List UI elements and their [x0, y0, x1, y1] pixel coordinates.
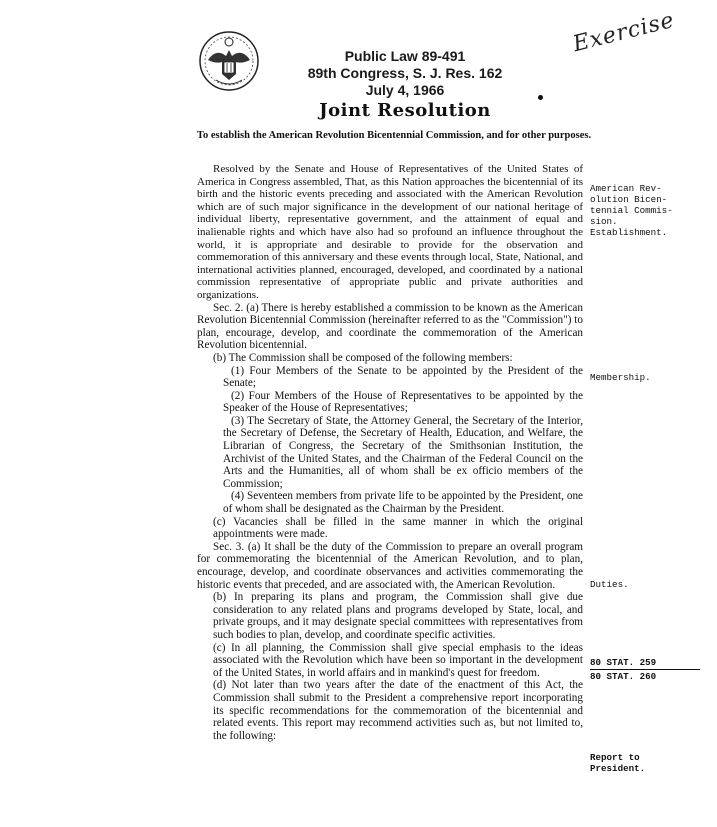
- section-2b-1: (1) Four Members of the Senate to be appointed by the President of the Senate;: [223, 364, 583, 390]
- purpose-statement: To establish the American Revolution Bicentennial Commission, and for other purposes.: [196, 130, 592, 141]
- section-3d: (d) Not later than two years after the date of the enactment of this Act, the Commission shall submit to the President a comprehensive report incorporating its specific recommendations for the commemoration of the bicentennial and related events. This report may recommend activities such as, but not limited to, the following:: [213, 679, 583, 742]
- resolution-body: [197, 163, 583, 742]
- section-3c: (c) In all planning, the Commission shall give special emphasis to the ideas associated with the Revolution which have been so important in the development of the United States, in world affairs and in mankind's quest for freedom.: [213, 641, 583, 679]
- margin-note-establishment: American Rev- olution Bicen- tennial Commis- sion. Establishment.: [590, 183, 673, 238]
- margin-note-membership: Membership.: [590, 372, 651, 383]
- public-law-number: Public Law 89-491: [344, 48, 466, 64]
- congress-resolution: 89th Congress, S. J. Res. 162: [307, 65, 503, 81]
- margin-note-report: Report to President.: [590, 752, 646, 774]
- page-break-line: [590, 669, 700, 670]
- presidential-seal-icon: [196, 30, 262, 92]
- document-title: Joint Resolution: [319, 100, 491, 121]
- stat-page-259: 80 STAT. 259: [590, 657, 657, 668]
- section-3b: (b) In preparing its plans and program, the Commission shall give due consideration to any related plans and programs developed by State, local, and private groups, and it may designate special committees with representatives from such bodies to plan, develop, and coordinate specific activities.: [213, 591, 583, 641]
- handwritten-annotation: Exercise: [570, 7, 678, 58]
- law-header: [270, 48, 540, 99]
- resolved-paragraph: Resolved by the Senate and House of Representatives of the United States of America in Congress assembled, That, as this Nation approaches the bicentennial of its birth and the historic events preceding and associated with the American Revolution which are of such major significance in the development of our national heritage of individual liberty, representative government, and the attainment of equal and inalienable rights and which have also had so profound an influence throughout the world, it is appropriate and desirable to provide for the observation and commemoration of this anniversary and these events through local, State, National, and international activities planned, encouraged, developed, and coordinated by a national commission representative of appropriate public and private authorities and organizations.: [197, 163, 583, 301]
- section-2b: (b) The Commission shall be composed of the following members:: [213, 351, 513, 364]
- law-date: July 4, 1966: [365, 82, 445, 98]
- section-2a: Sec. 2. (a) There is hereby established a commission to be known as the American Revolution Bicentennial Commission (hereinafter referred to as the "Commission") to plan, encourage, develop, and coordinate the commemoration of the American Revolution bicentennial.: [197, 301, 583, 352]
- section-2c: (c) Vacancies shall be filled in the same manner in which the original appointments were made.: [213, 515, 583, 541]
- stat-page-260: 80 STAT. 260: [590, 671, 657, 682]
- section-2b-2: (2) Four Members of the House of Representatives to be appointed by the Speaker of the House of Representatives;: [223, 389, 583, 415]
- section-2b-4: (4) Seventeen members from private life to be appointed by the President, one of whom shall be designated as the Chairman by the President.: [223, 490, 583, 516]
- margin-note-duties: Duties.: [590, 579, 629, 590]
- section-2b-3: (3) The Secretary of State, the Attorney General, the Secretary of the Interior, the Secretary of Defense, the Secretary of Health, Education, and Welfare, the Librarian of Congress, the Secretary of the Smithsonian Institution, the Archivist of the United States, and the Chairman of the Federal Council on the Arts and the Humanities, all of whom shall be ex officio members of the Commission;: [223, 414, 583, 490]
- margin-note-stat-pages: [590, 657, 710, 682]
- section-3a: Sec. 3. (a) It shall be the duty of the Commission to prepare an overall program for commemorating the bicentennial of the American Revolution, and to plan, encourage, develop, and coordinate observances and activities commemorating the historic events that preceded, and are associated with, the American Revolution.: [197, 540, 583, 591]
